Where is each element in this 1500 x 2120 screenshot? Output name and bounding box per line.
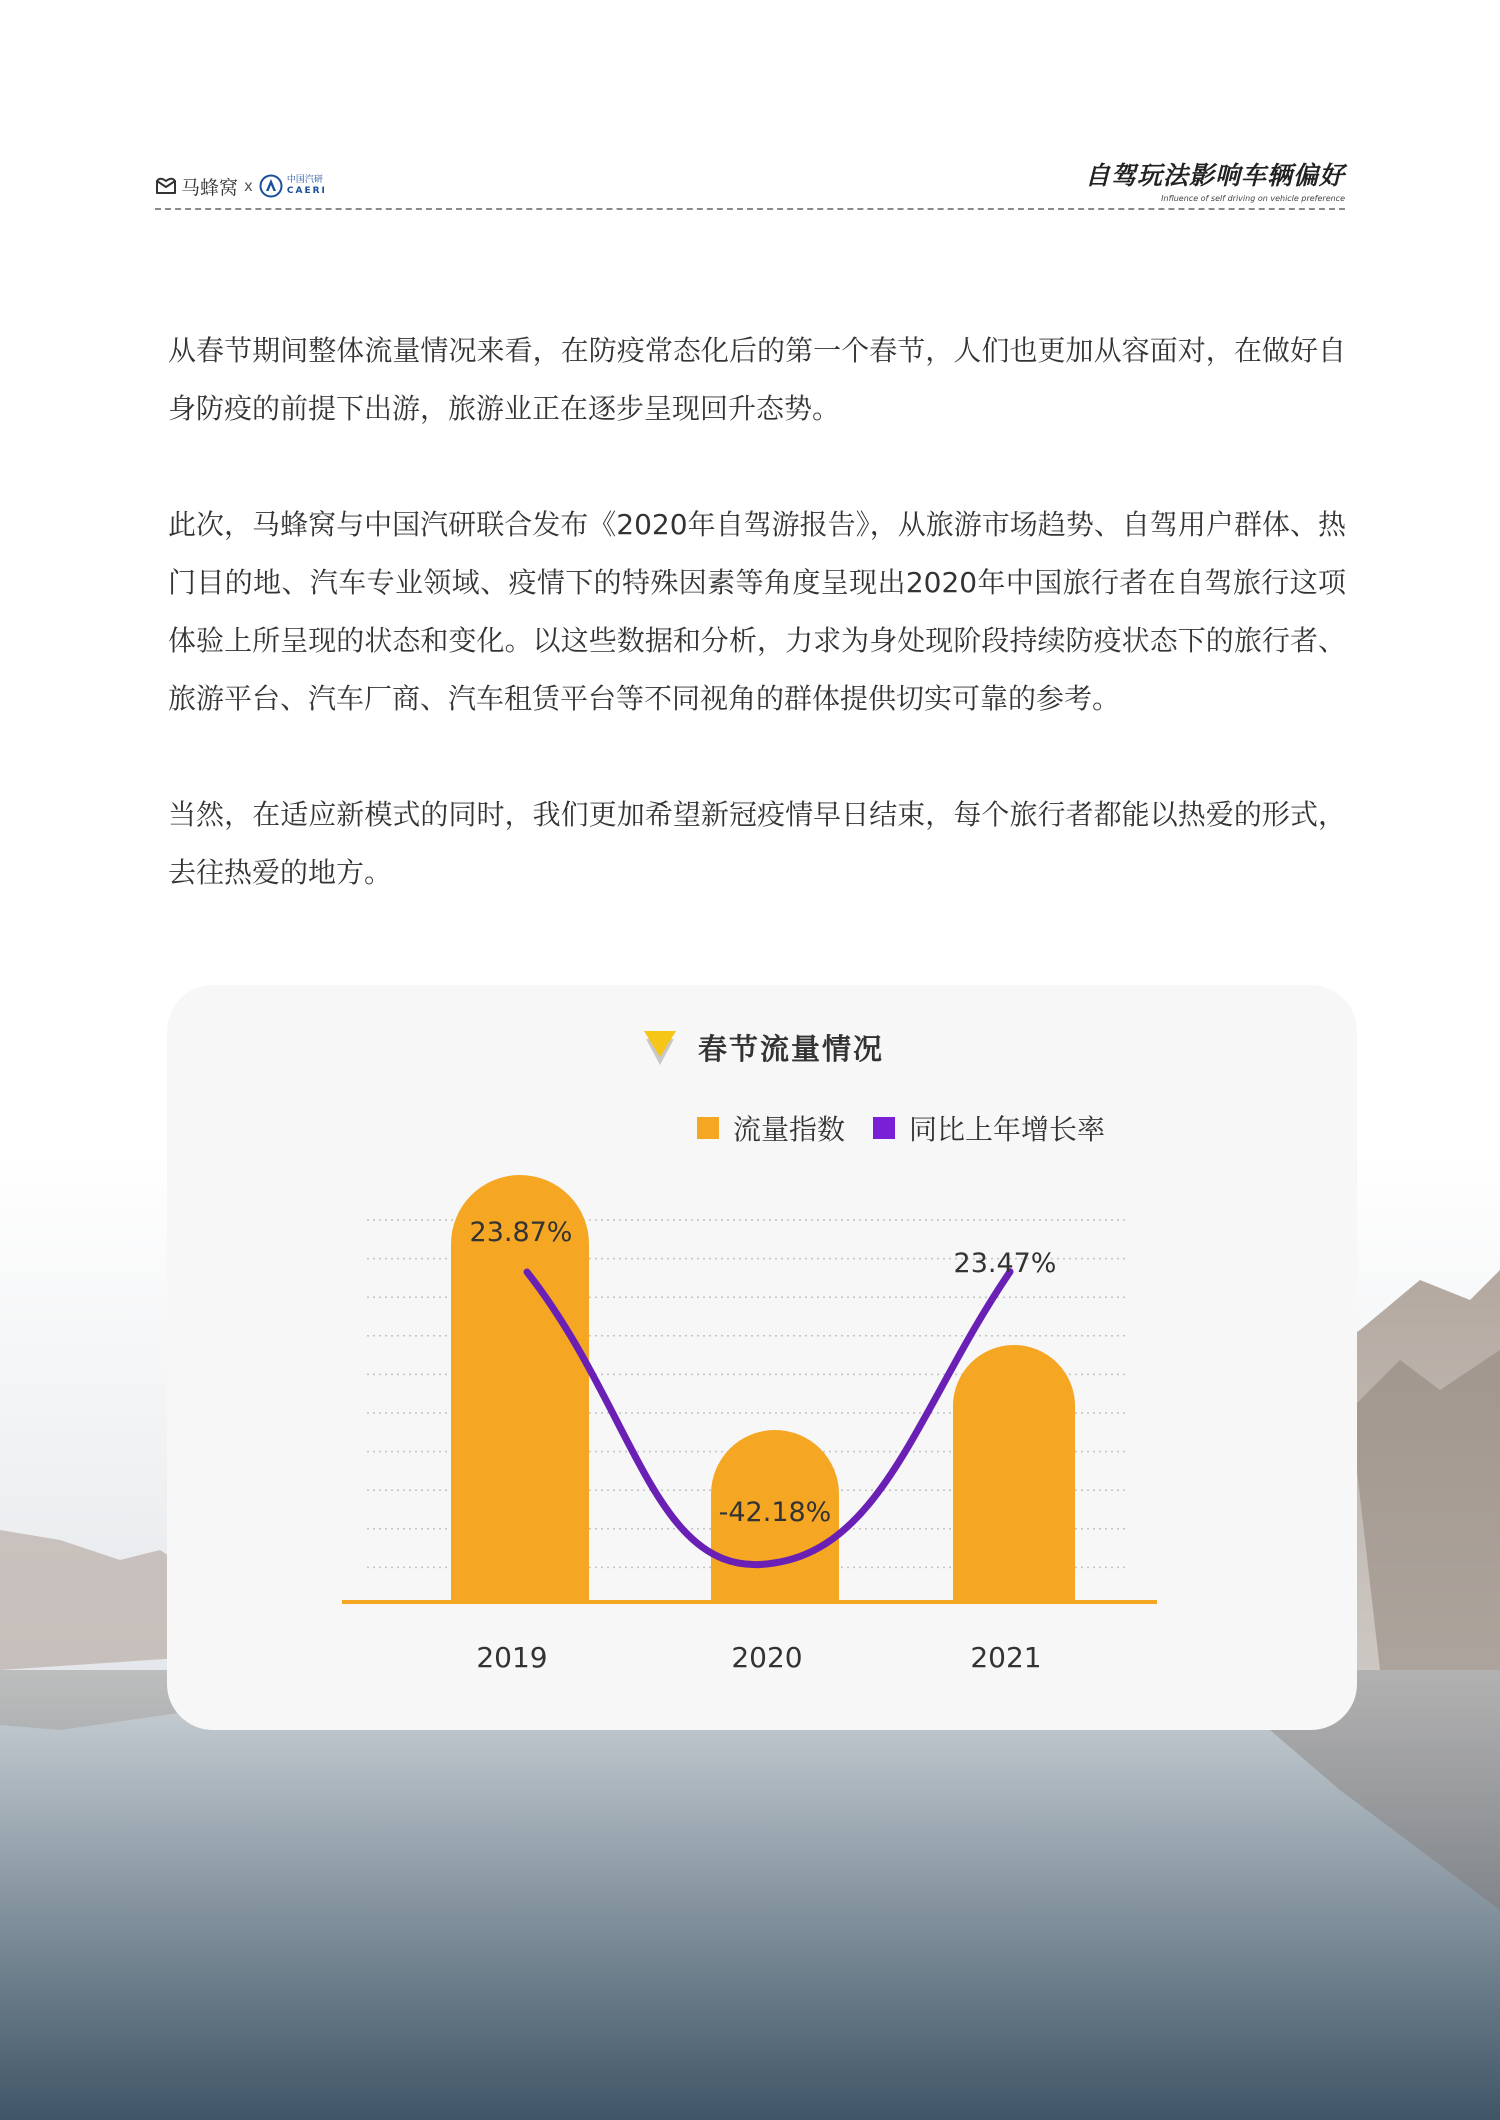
legend-label-growth: 同比上年增长率 [909,1113,1106,1146]
partner-name-cn: 中国汽研 [286,175,323,185]
report-title: 自驾玩法影响车辆偏好 [1084,161,1345,190]
chart-title: 春节流量情况 [697,1031,884,1066]
paragraph: 此次，马蜂窝与中国汽研联合发布《2020年自驾游报告》，从旅游市场趋势、自驾用户群体、热门目的地、汽车专业领域、疫情下的特殊因素等角度呈现出2020年中国旅行者在自驾旅行这项体验上所呈现的状态和变化。以这些数据和分析，力求为身处现阶段持续防疫状态下的旅行者、旅游平台、汽车厂商、汽车租赁平台等不同视角的群体提供切实可靠的参考。 [168,508,1346,715]
mafengwo-logo-icon [155,176,177,196]
partner-name-en: CAERI [286,186,327,196]
paragraph: 当然，在适应新模式的同时，我们更加希望新冠疫情早日结束，每个旅行者都能以热爱的形式，去往热爱的地方。 [168,798,1346,889]
report-subtitle: Influence of self driving on vehicle preference [1161,194,1345,203]
data-label: -42.18% [718,1497,832,1528]
x-tick-label: 2020 [731,1641,803,1674]
paragraph: 从春节期间整体流量情况来看，在防疫常态化后的第一个春节，人们也更加从容面对，在做好自身防疫的前提下出游，旅游业正在逐步呈现回升态势。 [168,334,1346,425]
page-header [155,150,1345,210]
body-text [168,322,1346,960]
report-title-block [1085,156,1345,203]
brand-separator: x [244,177,253,195]
caeri-logo-icon [259,174,283,198]
legend-label-traffic: 流量指数 [733,1113,846,1146]
brand-logos [155,172,327,200]
header-divider [155,208,1345,210]
partner-logo-text [287,175,327,197]
x-tick-label: 2021 [970,1641,1042,1674]
data-label: 23.47% [953,1248,1057,1279]
x-tick-label: 2019 [476,1641,548,1674]
bar-2021 [953,1345,1075,1600]
brand-name: 马蜂窝 [181,176,239,199]
chart-card [167,985,1357,1730]
chart-plot [167,985,1357,1730]
data-label: 23.87% [469,1217,573,1248]
